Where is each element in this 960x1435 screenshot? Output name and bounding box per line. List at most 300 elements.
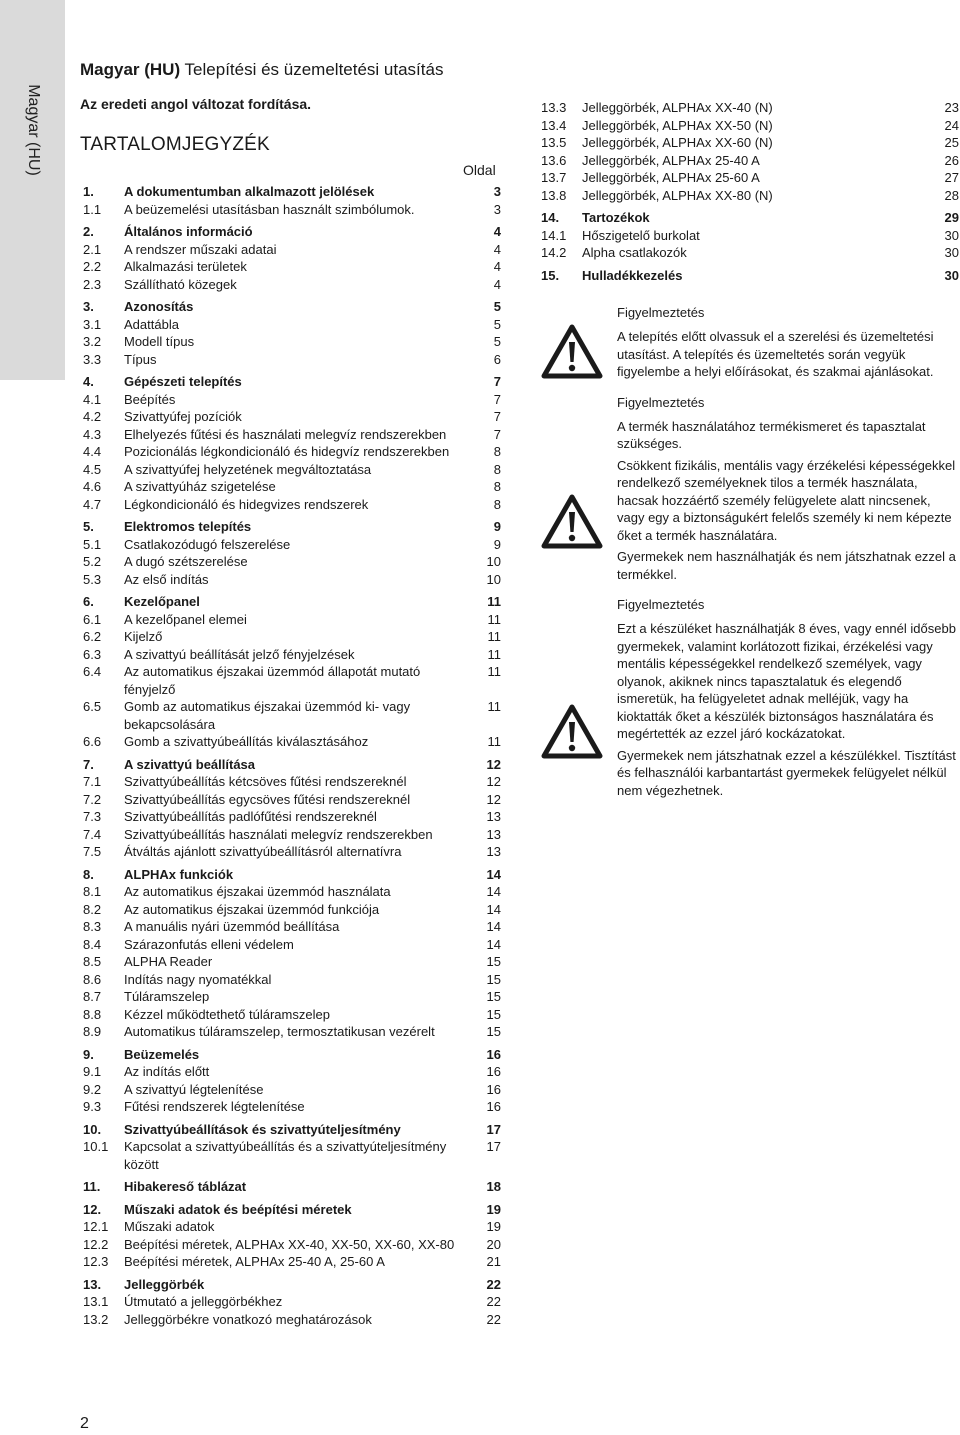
toc-number: 3.2: [83, 334, 102, 349]
toc-number: 5.2: [83, 554, 102, 569]
toc-number: 7.3: [83, 809, 102, 824]
toc-row: [83, 1081, 501, 1099]
toc-title: Kezelőpanel: [124, 594, 200, 609]
toc-page: 15: [486, 989, 501, 1004]
toc-page: 15: [486, 954, 501, 969]
toc-number: 8.3: [83, 919, 102, 934]
toc-number: 6.4: [83, 664, 102, 679]
toc-title: A szivattyú beállítása: [124, 756, 256, 772]
toc-title: Az automatikus éjszakai üzemmód állapotát mutató fényjelző: [124, 664, 421, 697]
toc-page: 15: [486, 1006, 501, 1022]
toc-title: Fűtési rendszerek légtelenítése: [124, 1099, 305, 1114]
toc-title: ALPHAx funkciók: [124, 866, 234, 882]
toc-row: [83, 953, 501, 971]
toc-title: A rendszer műszaki adatai: [124, 241, 277, 257]
page-number: 2: [80, 1415, 89, 1432]
toc-number: 5.3: [83, 571, 102, 587]
toc-number: 11.: [83, 1179, 101, 1194]
toc-page: 18: [486, 1179, 501, 1194]
toc-number: 8.2: [83, 901, 102, 917]
toc-title: Túláramszelep: [124, 989, 210, 1004]
toc-section-row: [83, 518, 501, 536]
toc-number: 13.: [83, 1276, 102, 1292]
toc-row: [83, 733, 501, 751]
toc-row: [541, 244, 959, 262]
toc-title: Gomb az automatikus éjszakai üzemmód ki- vagy bekapcsolására: [124, 699, 411, 732]
toc-row: [83, 918, 501, 936]
toc-number: 5.: [83, 519, 94, 534]
toc-number: 8.7: [83, 989, 102, 1004]
toc-title: Hőszigetelő burkolat: [582, 227, 700, 243]
toc-page: 23: [944, 100, 959, 115]
toc-row: [83, 1293, 501, 1311]
toc-title: Jelleggörbék, ALPHAx 25-40 A: [582, 152, 760, 168]
toc-title: Az indítás előtt: [124, 1064, 210, 1079]
toc-title: Beépítés: [124, 391, 176, 407]
toc-title: Alkalmazási területek: [124, 259, 247, 274]
toc-page: 12: [486, 756, 501, 772]
toc-number: 9.: [83, 1046, 94, 1062]
toc-title: Csatlakozódugó felszerelése: [124, 536, 291, 552]
toc-section-row: [83, 756, 501, 774]
toc-page: 22: [486, 1294, 501, 1309]
toc-row: [83, 1063, 501, 1081]
toc-number: 8.5: [83, 954, 102, 969]
toc-page: 19: [486, 1201, 501, 1217]
toc-number: 6.2: [83, 629, 102, 644]
toc-number: 6.3: [83, 646, 102, 662]
toc-row: [83, 536, 501, 554]
toc-number: 7.: [83, 756, 94, 772]
toc-section-row: [83, 593, 501, 611]
toc-page: 8: [493, 496, 501, 512]
toc-row: [541, 152, 959, 170]
toc-row: [83, 1138, 501, 1173]
toc-number: 4.3: [83, 426, 102, 442]
toc-number: 2.2: [83, 259, 102, 274]
toc-number: 9.1: [83, 1064, 102, 1079]
toc-page: 5: [493, 334, 501, 349]
toc-title: ALPHA Reader: [124, 954, 213, 969]
toc-page: 3: [493, 184, 501, 199]
toc-row: [83, 461, 501, 479]
toc-row: [83, 1023, 501, 1041]
toc-row: [83, 773, 501, 791]
toc-title: Indítás nagy nyomatékkal: [124, 971, 272, 987]
warning-text: Gyermekek nem használhatják és nem játszhatnak ezzel a termékkel.: [617, 549, 956, 582]
toc-title: Tartozékok: [582, 210, 650, 225]
toc-page: 15: [486, 971, 501, 987]
warning-block: [541, 394, 960, 584]
toc-page: 14: [486, 884, 501, 899]
warning-text: A termék használatához termékismeret és tapasztalat szükséges.: [617, 418, 926, 451]
toc-number: 8.6: [83, 971, 102, 987]
toc-title: Az automatikus éjszakai üzemmód funkciója: [124, 901, 380, 917]
toc-page: 8: [493, 444, 501, 459]
warning-label: Figyelmeztetés: [617, 597, 705, 612]
toc-row: [83, 426, 501, 444]
toc-title: Azonosítás: [124, 299, 194, 314]
toc-row: [83, 628, 501, 646]
toc-page: 11: [487, 664, 501, 679]
toc-title: Általános információ: [124, 224, 253, 239]
toc-page: 20: [486, 1236, 501, 1252]
toc-section-row: [83, 1201, 501, 1219]
header-language: Magyar (HU): [80, 60, 181, 79]
toc-title: Szivattyúfej pozíciók: [124, 409, 242, 424]
toc-number: 13.5: [541, 135, 567, 150]
toc-page: 19: [486, 1219, 501, 1234]
toc-number: 6.5: [83, 699, 102, 714]
toc-page: 12: [486, 791, 501, 807]
toc-title: Légkondicionáló és hidegvizes rendszerek: [124, 496, 369, 512]
toc-section-row: [83, 183, 501, 201]
toc-title: A dokumentumban alkalmazott jelölések: [124, 184, 375, 199]
toc-title: Automatikus túláramszelep, termosztatikusan vezérelt: [124, 1024, 435, 1039]
toc-page: 13: [486, 844, 501, 859]
toc-title: Szivattyúbeállítás egycsöves fűtési rendszereknél: [124, 791, 411, 807]
toc-section-row: [83, 1178, 501, 1196]
warning-text: A telepítés előtt olvassuk el a szerelési és üzemeltetési utasítást. A telepítés és üzemeltetés során vegyük figyelembe a helyi előírásokat, és szakmai ajánlásokat.: [617, 329, 934, 379]
toc-number: 13.1: [83, 1294, 109, 1309]
toc-page: 22: [486, 1276, 501, 1292]
toc-row: [83, 646, 501, 664]
toc-title: Kijelző: [124, 629, 163, 644]
toc-left-column: [83, 183, 501, 1328]
toc-row: [541, 227, 959, 245]
toc-title: Jelleggörbék, ALPHAx XX-60 (N): [582, 135, 773, 150]
toc-page: 11: [487, 646, 501, 662]
toc-number: 12.2: [83, 1236, 109, 1252]
toc-number: 14.: [541, 210, 560, 225]
toc-number: 14.1: [541, 227, 567, 243]
toc-title: Műszaki adatok: [124, 1219, 215, 1234]
toc-row: [83, 201, 501, 219]
toc-title: A beüzemelési utasításban használt szimbólumok.: [124, 201, 415, 217]
toc-title: Beüzemelés: [124, 1046, 200, 1062]
toc-page: 11: [487, 629, 501, 644]
toc-row: [83, 351, 501, 369]
toc-page: 16: [486, 1046, 501, 1062]
toc-title: Szivattyúbeállítás használati melegvíz rendszerekben: [124, 826, 433, 842]
toc-number: 7.5: [83, 844, 102, 859]
toc-title: Hibakereső táblázat: [124, 1179, 247, 1194]
warning-triangle-icon: [541, 494, 603, 549]
toc-number: 7.4: [83, 826, 102, 842]
toc-section-row: [83, 866, 501, 884]
toc-title: A manuális nyári üzemmód beállítása: [124, 919, 340, 934]
toc-page: 11: [487, 734, 501, 749]
toc-page: 14: [486, 901, 501, 917]
toc-page: 16: [486, 1081, 501, 1097]
toc-page: 25: [944, 135, 959, 150]
page-header: [80, 60, 443, 80]
toc-title: Szivattyúbeállítás padlófűtési rendszereknél: [124, 809, 377, 824]
toc-number: 4.7: [83, 496, 102, 512]
toc-number: 3.1: [83, 316, 102, 332]
toc-title: Útmutató a jelleggörbékhez: [124, 1294, 283, 1309]
toc-number: 13.6: [541, 152, 567, 168]
toc-row: [83, 241, 501, 259]
warnings-section: [541, 304, 960, 812]
toc-number: 8.9: [83, 1024, 102, 1039]
toc-page: 6: [493, 351, 501, 367]
toc-title: Elhelyezés fűtési és használati melegvíz rendszerekben: [124, 426, 447, 442]
toc-page: 12: [486, 774, 501, 789]
toc-row: [541, 117, 959, 135]
toc-page: 27: [944, 170, 959, 185]
toc-number: 4.1: [83, 391, 102, 407]
toc-number: 4.2: [83, 409, 102, 424]
toc-page: 7: [493, 374, 501, 389]
toc-row: [83, 1253, 501, 1271]
toc-number: 1.1: [83, 201, 102, 217]
toc-title: A szivattyúfej helyzetének megváltoztatása: [124, 461, 372, 477]
toc-page: 7: [493, 391, 501, 407]
toc-section-row: [83, 1276, 501, 1294]
toc-row: [83, 843, 501, 861]
toc-page: 11: [487, 611, 501, 627]
toc-page: 29: [944, 210, 959, 225]
toc-row: [83, 408, 501, 426]
toc-row: [83, 791, 501, 809]
toc-heading: TARTALOMJEGYZÉK: [80, 134, 270, 155]
toc-title: Kapcsolat a szivattyúbeállítás és a szivattyúteljesítmény között: [124, 1139, 447, 1172]
toc-page: 7: [493, 426, 501, 442]
toc-title: Szivattyúbeállítások és szivattyúteljesítmény: [124, 1121, 401, 1137]
toc-title: Beépítési méretek, ALPHAx XX-40, XX-50, XX-60, XX-80: [124, 1236, 455, 1252]
warning-text: Csökkent fizikális, mentális vagy érzékelési képességekkel rendelkező személyeknek tilos a termék használata, hacsak hozzáértő személy felügyelete alatt nincsenek, vagy egy a biztonságukért felelős személy ki nem képezte őket a termék használatára.: [617, 457, 956, 543]
toc-row: [83, 936, 501, 954]
toc-number: 8.: [83, 866, 94, 882]
side-language-label: Magyar (HU): [25, 84, 42, 176]
toc-title: A kezelőpanel elemei: [124, 611, 247, 627]
toc-row: [83, 276, 501, 294]
toc-number: 6.: [83, 594, 94, 609]
toc-section-row: [83, 223, 501, 241]
toc-row: [541, 187, 959, 205]
toc-row: [83, 698, 501, 733]
toc-title: Szárazonfutás elleni védelem: [124, 936, 294, 952]
toc-number: 13.7: [541, 170, 567, 185]
toc-page: 9: [493, 536, 501, 552]
toc-title: Modell típus: [124, 334, 195, 349]
toc-number: 15.: [541, 267, 560, 283]
toc-page: 17: [486, 1121, 501, 1137]
toc-row: [83, 663, 501, 698]
toc-row: [541, 169, 959, 187]
toc-section-row: [83, 298, 501, 316]
toc-title: A szivattyú légtelenítése: [124, 1081, 264, 1097]
toc-title: A dugó szétszerelése: [124, 554, 248, 569]
toc-row: [83, 1218, 501, 1236]
toc-title: Jelleggörbék, ALPHAx 25-60 A: [582, 170, 760, 185]
warning-block: [541, 304, 960, 381]
warning-label: Figyelmeztetés: [617, 394, 705, 410]
toc-number: 9.2: [83, 1081, 102, 1097]
toc-title: Pozicionálás légkondicionáló és hidegvíz rendszerekben: [124, 444, 450, 459]
toc-page: 3: [493, 201, 501, 217]
toc-row: [83, 333, 501, 351]
toc-title: Kézzel működtethető túláramszelep: [124, 1006, 330, 1022]
toc-row: [83, 1006, 501, 1024]
toc-row: [83, 443, 501, 461]
toc-row: [83, 826, 501, 844]
toc-page: 14: [486, 919, 501, 934]
warning-text: Gyermekek nem játszhatnak ezzel a készülékkel. Tisztítást és felhasználói karbantartást gyermekek felügyelet nélkül nem végezhetnek.: [617, 747, 956, 798]
toc-title: A szivattyúház szigetelése: [124, 479, 276, 494]
toc-title: Elektromos telepítés: [124, 519, 252, 534]
toc-row: [83, 611, 501, 629]
toc-title: Alpha csatlakozók: [582, 245, 687, 260]
toc-page: 30: [944, 227, 959, 243]
toc-page: 15: [486, 1024, 501, 1039]
toc-page: 14: [486, 936, 501, 952]
toc-number: 7.2: [83, 791, 102, 807]
warning-triangle-icon: [541, 704, 603, 759]
toc-page: 4: [493, 259, 501, 274]
toc-number: 4.5: [83, 461, 102, 477]
toc-number: 12.3: [83, 1254, 109, 1269]
toc-page: 16: [486, 1064, 501, 1079]
toc-page: 11: [487, 699, 501, 714]
toc-row: [83, 258, 501, 276]
toc-page: 24: [944, 117, 959, 133]
toc-page: 9: [493, 519, 501, 534]
toc-number: 5.1: [83, 536, 102, 552]
toc-number: 3.3: [83, 351, 102, 367]
toc-number: 13.4: [541, 117, 567, 133]
toc-row: [83, 553, 501, 571]
toc-page: 21: [486, 1254, 501, 1269]
toc-row: [541, 99, 959, 117]
toc-right-column: [541, 99, 959, 284]
toc-page: 4: [493, 224, 501, 239]
toc-title: Az első indítás: [124, 571, 209, 587]
translation-note: Az eredeti angol változat fordítása.: [80, 96, 312, 112]
toc-page: 28: [944, 187, 959, 203]
toc-number: 14.2: [541, 245, 567, 260]
toc-row: [83, 883, 501, 901]
warning-block: [541, 596, 960, 799]
toc-number: 8.1: [83, 884, 102, 899]
toc-number: 8.8: [83, 1006, 102, 1022]
toc-number: 13.2: [83, 1311, 109, 1327]
toc-number: 4.4: [83, 444, 102, 459]
toc-number: 7.1: [83, 774, 102, 789]
toc-row: [541, 134, 959, 152]
toc-section-row: [541, 209, 959, 227]
toc-page: 10: [486, 554, 501, 569]
toc-section-row: [541, 267, 959, 285]
toc-number: 10.: [83, 1121, 102, 1137]
toc-row: [83, 808, 501, 826]
toc-title: Beépítési méretek, ALPHAx 25-40 A, 25-60 A: [124, 1254, 385, 1269]
toc-title: Szivattyúbeállítás kétcsöves fűtési rendszereknél: [124, 774, 407, 789]
toc-title: Jelleggörbék, ALPHAx XX-80 (N): [582, 187, 773, 203]
toc-page: 13: [486, 809, 501, 824]
toc-number: 2.1: [83, 241, 102, 257]
toc-page: 30: [944, 245, 959, 260]
toc-number: 10.1: [83, 1139, 109, 1154]
toc-section-row: [83, 373, 501, 391]
toc-number: 13.8: [541, 187, 567, 203]
toc-page: 5: [493, 316, 501, 332]
toc-number: 4.6: [83, 479, 102, 494]
toc-section-row: [83, 1046, 501, 1064]
toc-number: 2.: [83, 224, 94, 239]
toc-page: 17: [486, 1139, 501, 1154]
toc-number: 6.1: [83, 611, 102, 627]
warning-label: Figyelmeztetés: [617, 305, 705, 320]
toc-title: Gépészeti telepítés: [124, 374, 242, 389]
toc-number: 4.: [83, 374, 94, 389]
toc-title: Műszaki adatok és beépítési méretek: [124, 1201, 352, 1217]
toc-page: 13: [486, 826, 501, 842]
toc-row: [83, 496, 501, 514]
toc-title: A szivattyú beállítását jelző fényjelzések: [124, 646, 355, 662]
toc-row: [83, 988, 501, 1006]
toc-title: Az automatikus éjszakai üzemmód használata: [124, 884, 391, 899]
toc-title: Adattábla: [124, 316, 179, 332]
toc-row: [83, 1236, 501, 1254]
toc-page: 4: [493, 276, 501, 292]
toc-title: Átváltás ajánlott szivattyúbeállításról alternatívra: [124, 844, 402, 859]
toc-title: Jelleggörbék, ALPHAx XX-50 (N): [582, 117, 773, 133]
toc-number: 6.6: [83, 734, 102, 749]
toc-page: 4: [493, 241, 501, 257]
toc-number: 12.: [83, 1201, 102, 1217]
page-column-label: Oldal: [463, 162, 496, 178]
toc-page: 30: [944, 267, 959, 283]
toc-page: 22: [486, 1311, 501, 1327]
side-language-tab: [0, 0, 65, 380]
toc-title: Jelleggörbék, ALPHAx XX-40 (N): [582, 100, 773, 115]
toc-section-row: [83, 1121, 501, 1139]
toc-page: 14: [486, 866, 501, 882]
warning-text: Ezt a készüléket használhatják 8 éves, vagy ennél idősebb gyermekek, valamint korlátozott fizikai, érzékelési vagy mentális képességekkel rendelkező személyek, vagy olyanok, akiknek nincs tapasztalatuk és elegendő ismeretük, ha felügyeletet adnak melléjük, vagy ha kioktatták őket a készülék biztonságos használatára és megértették az ezzel járó kockázatokat.: [617, 621, 956, 741]
toc-page: 10: [486, 571, 501, 587]
toc-row: [83, 478, 501, 496]
toc-title: Szállítható közegek: [124, 276, 237, 292]
toc-number: 9.3: [83, 1099, 102, 1114]
toc-page: 26: [944, 152, 959, 168]
toc-page: 5: [493, 299, 501, 314]
toc-number: 3.: [83, 299, 94, 314]
warning-triangle-icon: [541, 324, 603, 379]
toc-title: Jelleggörbékre vonatkozó meghatározások: [124, 1311, 372, 1327]
toc-title: Típus: [124, 351, 157, 367]
toc-page: 8: [493, 461, 501, 477]
toc-row: [83, 1098, 501, 1116]
header-title: Telepítési és üzemeltetési utasítás: [184, 60, 444, 79]
toc-row: [83, 571, 501, 589]
toc-number: 12.1: [83, 1219, 109, 1234]
toc-page: 8: [493, 479, 501, 494]
toc-row: [83, 901, 501, 919]
toc-page: 11: [487, 594, 501, 609]
toc-number: 1.: [83, 184, 94, 199]
toc-title: Jelleggörbék: [124, 1276, 205, 1292]
toc-number: 8.4: [83, 936, 102, 952]
toc-row: [83, 316, 501, 334]
toc-number: 13.3: [541, 100, 567, 115]
toc-page: 16: [486, 1099, 501, 1114]
toc-title: Hulladékkezelés: [582, 267, 683, 283]
toc-row: [83, 391, 501, 409]
toc-title: Gomb a szivattyúbeállítás kiválasztásához: [124, 734, 369, 749]
toc-page: 7: [493, 409, 501, 424]
